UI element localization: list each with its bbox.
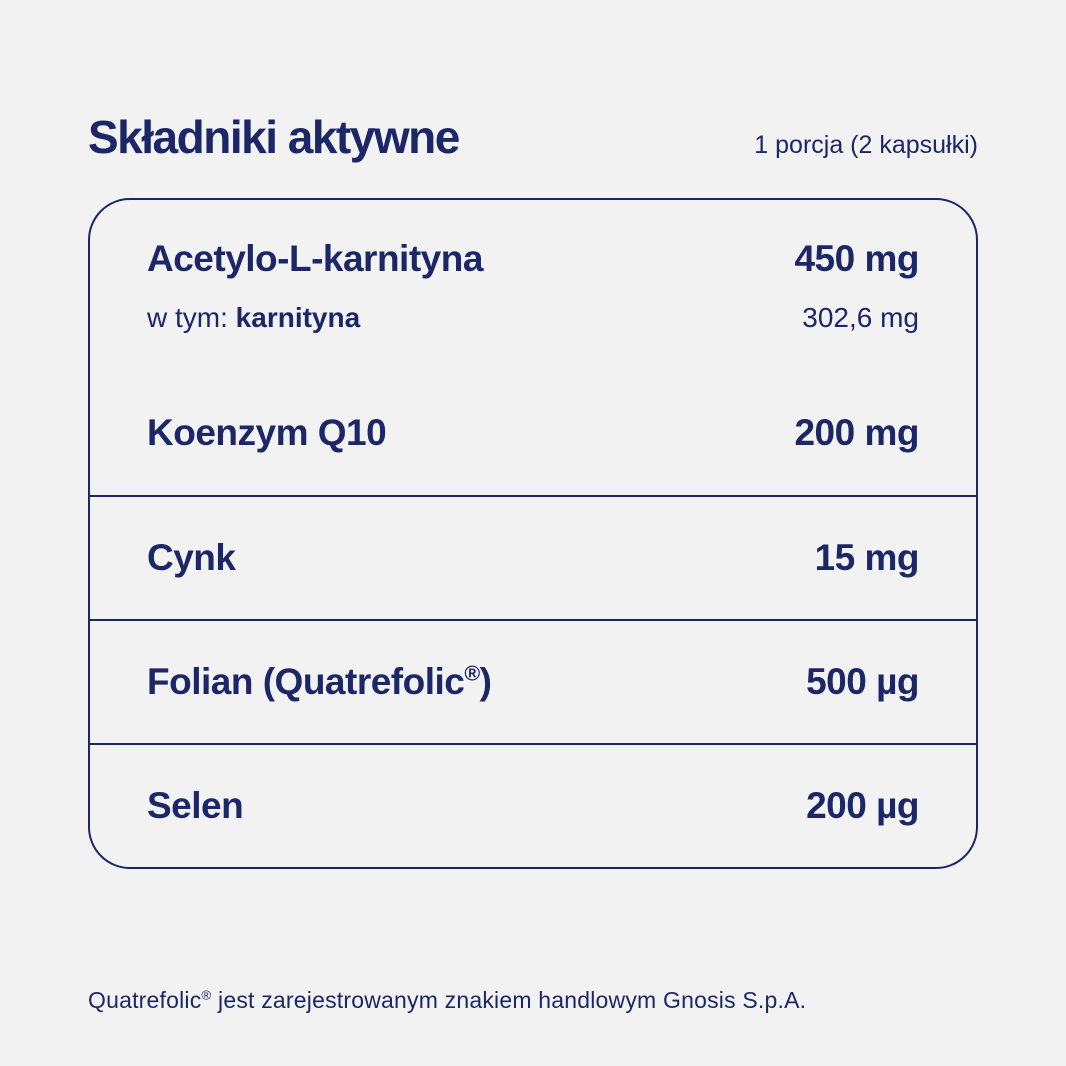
ingredient-amount: 15 mg [814, 537, 919, 578]
label-header [88, 0, 978, 164]
ingredient-name: Koenzym Q10 [147, 412, 387, 453]
ingredient-subline [147, 302, 919, 334]
table-row [90, 619, 976, 743]
ingredient-name: Selen [147, 785, 244, 826]
trademark-footnote: Quatrefolic® jest zarejestrowanym znakiem handlowym Gnosis S.p.A. [88, 987, 807, 1013]
serving-size-text: 1 porcja (2 kapsułki) [754, 131, 978, 159]
table-row [90, 371, 976, 495]
ingredient-name: Folian (Quatrefolic®) [147, 661, 492, 702]
table-row [90, 495, 976, 619]
ingredient-name: Acetylo-L-karnityna [147, 237, 483, 279]
ingredient-name: Cynk [147, 537, 236, 578]
ingredient-amount: 200 mg [794, 412, 919, 453]
active-ingredients-table [88, 198, 978, 869]
sub-ingredient-name: w tym: karnityna [147, 301, 361, 333]
ingredient-amount: 450 mg [794, 237, 919, 279]
ingredient-amount: 200 µg [806, 785, 919, 826]
ingredient-line [147, 238, 919, 280]
registered-trademark-symbol: ® [464, 661, 480, 686]
registered-trademark-symbol: ® [201, 987, 212, 1003]
sub-ingredient-amount: 302,6 mg [802, 301, 919, 333]
table-row [90, 743, 976, 867]
ingredient-amount: 500 µg [806, 661, 919, 702]
page-title: Składniki aktywne [88, 111, 459, 163]
table-row [90, 200, 976, 371]
